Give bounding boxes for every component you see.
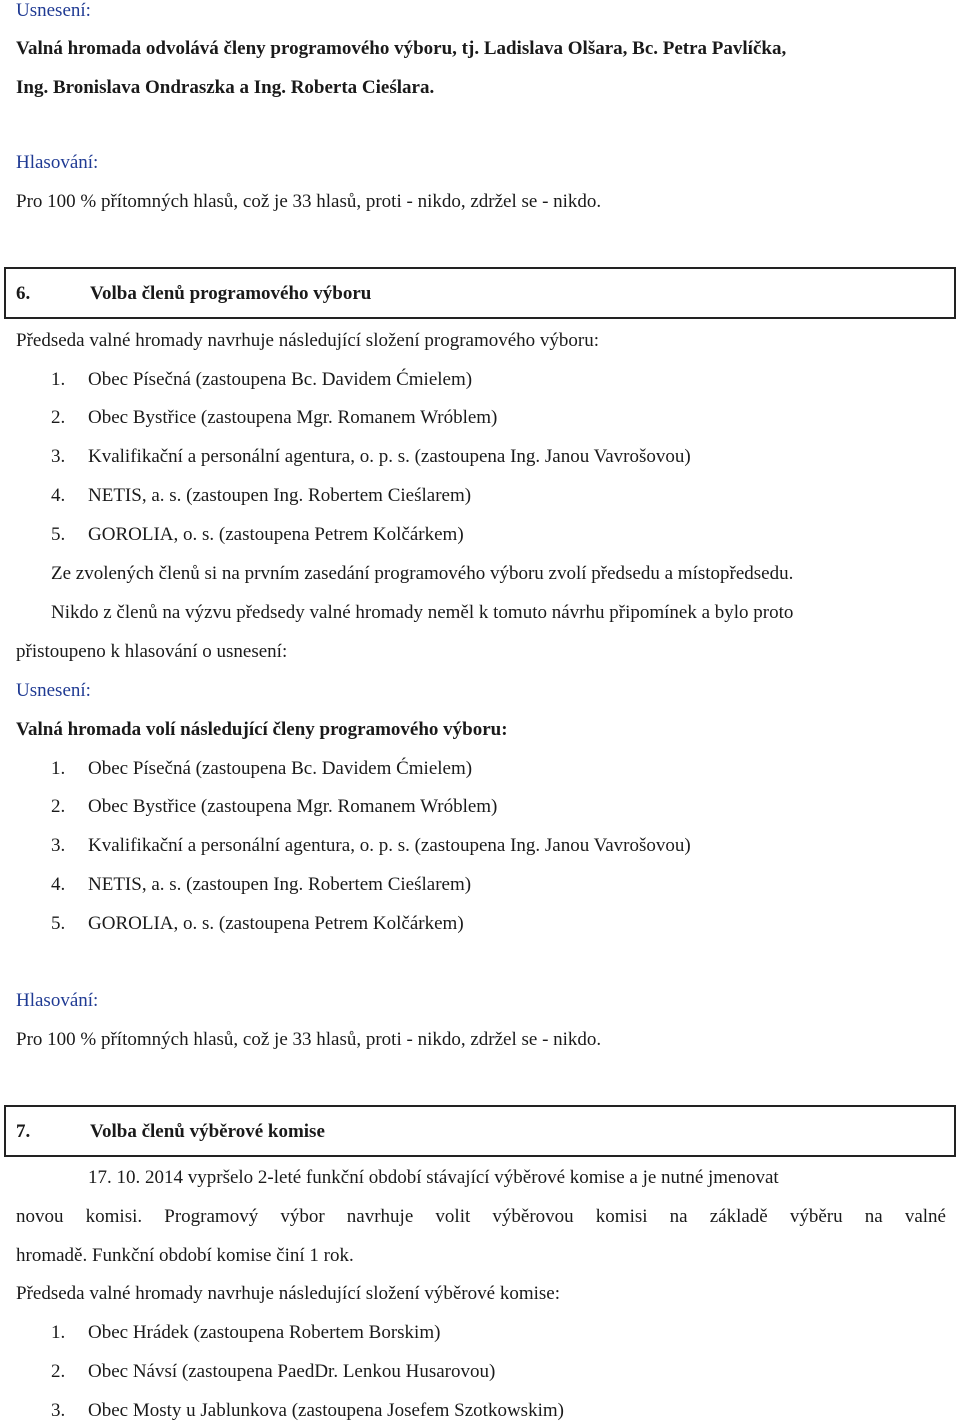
vote-text: Pro 100 % přítomných hlasů, což je 33 hlasů, proti - nikdo, zdržel se - nikdo. bbox=[16, 1029, 602, 1050]
section-number: 6. bbox=[16, 283, 31, 304]
list-number: 2. bbox=[51, 1361, 66, 1382]
list-text: GOROLIA, o. s. (zastoupena Petrem Kolčárkem) bbox=[88, 524, 464, 545]
list-number: 3. bbox=[51, 1400, 66, 1421]
proposal-intro: Předseda valné hromady navrhuje následující složení programového výboru: bbox=[16, 330, 600, 351]
list-text: Obec Mosty u Jablunkova (zastoupena Josefem Szotkowskim) bbox=[88, 1400, 564, 1421]
list-number: 1. bbox=[51, 1322, 66, 1343]
list-number: 1. bbox=[51, 758, 66, 779]
list-text: Obec Návsí (zastoupena PaedDr. Lenkou Husarovou) bbox=[88, 1361, 496, 1382]
paragraph-line: hromadě. Funkční období komise činí 1 rok. bbox=[16, 1245, 354, 1266]
resolution-line: Valná hromada odvolává členy programového výboru, tj. Ladislava Olšara, Bc. Petra Pavlíčka, bbox=[16, 38, 787, 59]
section-title: Volba členů programového výboru bbox=[90, 283, 372, 304]
list-number: 5. bbox=[51, 913, 66, 934]
section-heading-box bbox=[4, 267, 956, 319]
usneseni-label: Usnesení: bbox=[16, 680, 91, 701]
proposal-intro: Předseda valné hromady navrhuje následující složení výběrové komise: bbox=[16, 1283, 560, 1304]
resolution-line: Ing. Bronislava Ondraszka a Ing. Roberta Cieślara. bbox=[16, 77, 435, 98]
list-text: Obec Bystřice (zastoupena Mgr. Romanem Wróblem) bbox=[88, 407, 498, 428]
list-number: 4. bbox=[51, 874, 66, 895]
list-text: Obec Hrádek (zastoupena Robertem Borskim) bbox=[88, 1322, 441, 1343]
section-heading-box bbox=[4, 1105, 956, 1157]
paragraph-line: novou komisi. Programový výbor navrhuje volit výběrovou komisi na základě výběru na valné bbox=[16, 1206, 946, 1227]
paragraph-line: 17. 10. 2014 vypršelo 2-leté funkční období stávající výběrové komise a je nutné jmenovat bbox=[88, 1167, 779, 1188]
list-number: 1. bbox=[51, 369, 66, 390]
list-text: Obec Bystřice (zastoupena Mgr. Romanem Wróblem) bbox=[88, 796, 498, 817]
usneseni-label: Usnesení: bbox=[16, 0, 91, 21]
list-text: Kvalifikační a personální agentura, o. p. s. (zastoupena Ing. Janou Vavrošovou) bbox=[88, 446, 691, 467]
list-number: 5. bbox=[51, 524, 66, 545]
list-number: 2. bbox=[51, 407, 66, 428]
hlasovani-label: Hlasování: bbox=[16, 152, 99, 173]
list-text: Obec Písečná (zastoupena Bc. Davidem Ćmielem) bbox=[88, 369, 473, 390]
list-text: GOROLIA, o. s. (zastoupena Petrem Kolčárkem) bbox=[88, 913, 464, 934]
list-text: NETIS, a. s. (zastoupen Ing. Robertem Cieślarem) bbox=[88, 874, 472, 895]
section-title: Volba členů výběrové komise bbox=[90, 1121, 325, 1142]
paragraph-line: Nikdo z členů na výzvu předsedy valné hromady neměl k tomuto návrhu připomínek a bylo proto bbox=[51, 602, 794, 623]
note-text: Ze zvolených členů si na prvním zasedání programového výboru zvolí předsedu a místopředsedu. bbox=[51, 563, 794, 584]
hlasovani-label: Hlasování: bbox=[16, 990, 99, 1011]
list-text: Obec Písečná (zastoupena Bc. Davidem Ćmielem) bbox=[88, 758, 473, 779]
list-text: Kvalifikační a personální agentura, o. p. s. (zastoupena Ing. Janou Vavrošovou) bbox=[88, 835, 691, 856]
list-number: 3. bbox=[51, 446, 66, 467]
vote-text: Pro 100 % přítomných hlasů, což je 33 hlasů, proti - nikdo, zdržel se - nikdo. bbox=[16, 191, 602, 212]
list-text: NETIS, a. s. (zastoupen Ing. Robertem Cieślarem) bbox=[88, 485, 472, 506]
resolution-line: Valná hromada volí následující členy programového výboru: bbox=[16, 719, 508, 740]
paragraph-line: přistoupeno k hlasování o usnesení: bbox=[16, 641, 288, 662]
list-number: 3. bbox=[51, 835, 66, 856]
section-number: 7. bbox=[16, 1121, 31, 1142]
list-number: 4. bbox=[51, 485, 66, 506]
list-number: 2. bbox=[51, 796, 66, 817]
